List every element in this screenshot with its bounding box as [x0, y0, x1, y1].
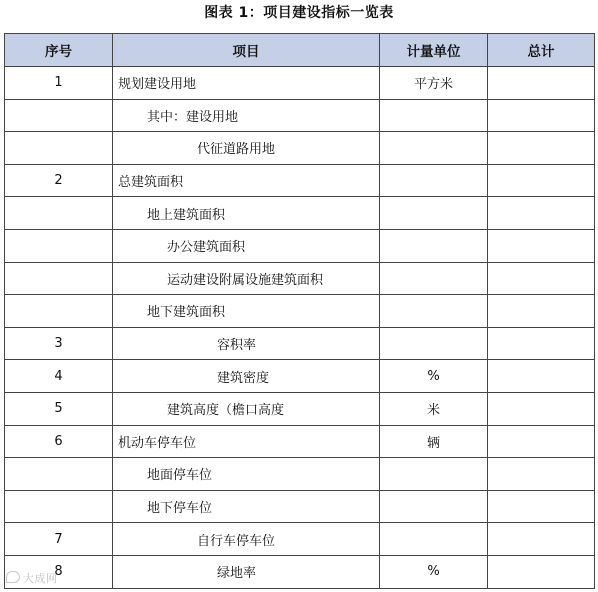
- cell-unit: %: [380, 555, 488, 588]
- cell-item: 容积率: [113, 327, 380, 360]
- cell-item: 建筑密度: [113, 360, 380, 393]
- cell-item: 其中：建设用地: [113, 99, 380, 132]
- cell-total: [488, 99, 595, 132]
- cell-item: 总建筑面积: [113, 164, 380, 197]
- cell-item: 建筑高度（檐口高度: [113, 392, 380, 425]
- cell-unit: 辆: [380, 425, 488, 458]
- cell-item: 自行车停车位: [113, 523, 380, 556]
- cell-total: [488, 67, 595, 100]
- cell-item: 地下建筑面积: [113, 295, 380, 328]
- header-unit: 计量单位: [380, 34, 488, 67]
- cell-serial-no: [5, 197, 113, 230]
- cell-item: 运动建设附属设施建筑面积: [113, 262, 380, 295]
- cell-serial-no: 6: [5, 425, 113, 458]
- cell-unit: [380, 458, 488, 491]
- project-indicator-table: [4, 33, 595, 589]
- table-row: [5, 360, 595, 393]
- table-row: [5, 458, 595, 491]
- cell-item: 地面停车位: [113, 458, 380, 491]
- cell-serial-no: 4: [5, 360, 113, 393]
- table-row: [5, 555, 595, 588]
- header-serial-no: 序号: [5, 34, 113, 67]
- cell-total: [488, 458, 595, 491]
- table-caption: 图表 1：项目建设指标一览表: [204, 5, 394, 21]
- table-row: [5, 295, 595, 328]
- cell-total: [488, 164, 595, 197]
- watermark-text: 大成网: [23, 572, 58, 585]
- watermark-logo-icon: [6, 571, 20, 583]
- cell-serial-no: 7: [5, 523, 113, 556]
- cell-total: [488, 327, 595, 360]
- cell-total: [488, 197, 595, 230]
- cell-unit: [380, 197, 488, 230]
- cell-serial-no: [5, 229, 113, 262]
- cell-serial-no: 5: [5, 392, 113, 425]
- table-body: [5, 67, 595, 589]
- table-row: [5, 67, 595, 100]
- cell-item: 地下停车位: [113, 490, 380, 523]
- cell-unit: [380, 132, 488, 165]
- header-total: 总计: [488, 34, 595, 67]
- cell-unit: 平方米: [380, 67, 488, 100]
- watermark: [6, 570, 58, 586]
- cell-unit: [380, 523, 488, 556]
- cell-serial-no: 1: [5, 67, 113, 100]
- cell-unit: %: [380, 360, 488, 393]
- cell-total: [488, 490, 595, 523]
- cell-total: [488, 262, 595, 295]
- cell-serial-no: 3: [5, 327, 113, 360]
- table-row: [5, 229, 595, 262]
- cell-total: [488, 555, 595, 588]
- cell-unit: [380, 229, 488, 262]
- table-row: [5, 197, 595, 230]
- table-header-row: [5, 34, 595, 67]
- cell-item: 规划建设用地: [113, 67, 380, 100]
- cell-serial-no: [5, 132, 113, 165]
- table-row: [5, 425, 595, 458]
- cell-unit: [380, 164, 488, 197]
- cell-item: 代征道路用地: [113, 132, 380, 165]
- cell-total: [488, 425, 595, 458]
- cell-unit: [380, 490, 488, 523]
- cell-serial-no: [5, 99, 113, 132]
- cell-total: [488, 523, 595, 556]
- table-row: [5, 99, 595, 132]
- cell-serial-no: [5, 490, 113, 523]
- cell-total: [488, 229, 595, 262]
- cell-total: [488, 295, 595, 328]
- cell-total: [488, 360, 595, 393]
- cell-unit: [380, 327, 488, 360]
- cell-item: 绿地率: [113, 555, 380, 588]
- cell-serial-no: [5, 295, 113, 328]
- cell-unit: [380, 262, 488, 295]
- table-row: [5, 392, 595, 425]
- cell-item: 机动车停车位: [113, 425, 380, 458]
- table-row: [5, 132, 595, 165]
- table-row: [5, 164, 595, 197]
- cell-item: 办公建筑面积: [113, 229, 380, 262]
- cell-total: [488, 132, 595, 165]
- cell-unit: 米: [380, 392, 488, 425]
- cell-serial-no: 8: [5, 555, 113, 588]
- cell-serial-no: [5, 458, 113, 491]
- cell-serial-no: [5, 262, 113, 295]
- cell-serial-no: 2: [5, 164, 113, 197]
- cell-unit: [380, 99, 488, 132]
- cell-total: [488, 392, 595, 425]
- cell-unit: [380, 295, 488, 328]
- header-item: 项目: [113, 34, 380, 67]
- table-row: [5, 490, 595, 523]
- table-row: [5, 523, 595, 556]
- cell-item: 地上建筑面积: [113, 197, 380, 230]
- table-row: [5, 327, 595, 360]
- table-row: [5, 262, 595, 295]
